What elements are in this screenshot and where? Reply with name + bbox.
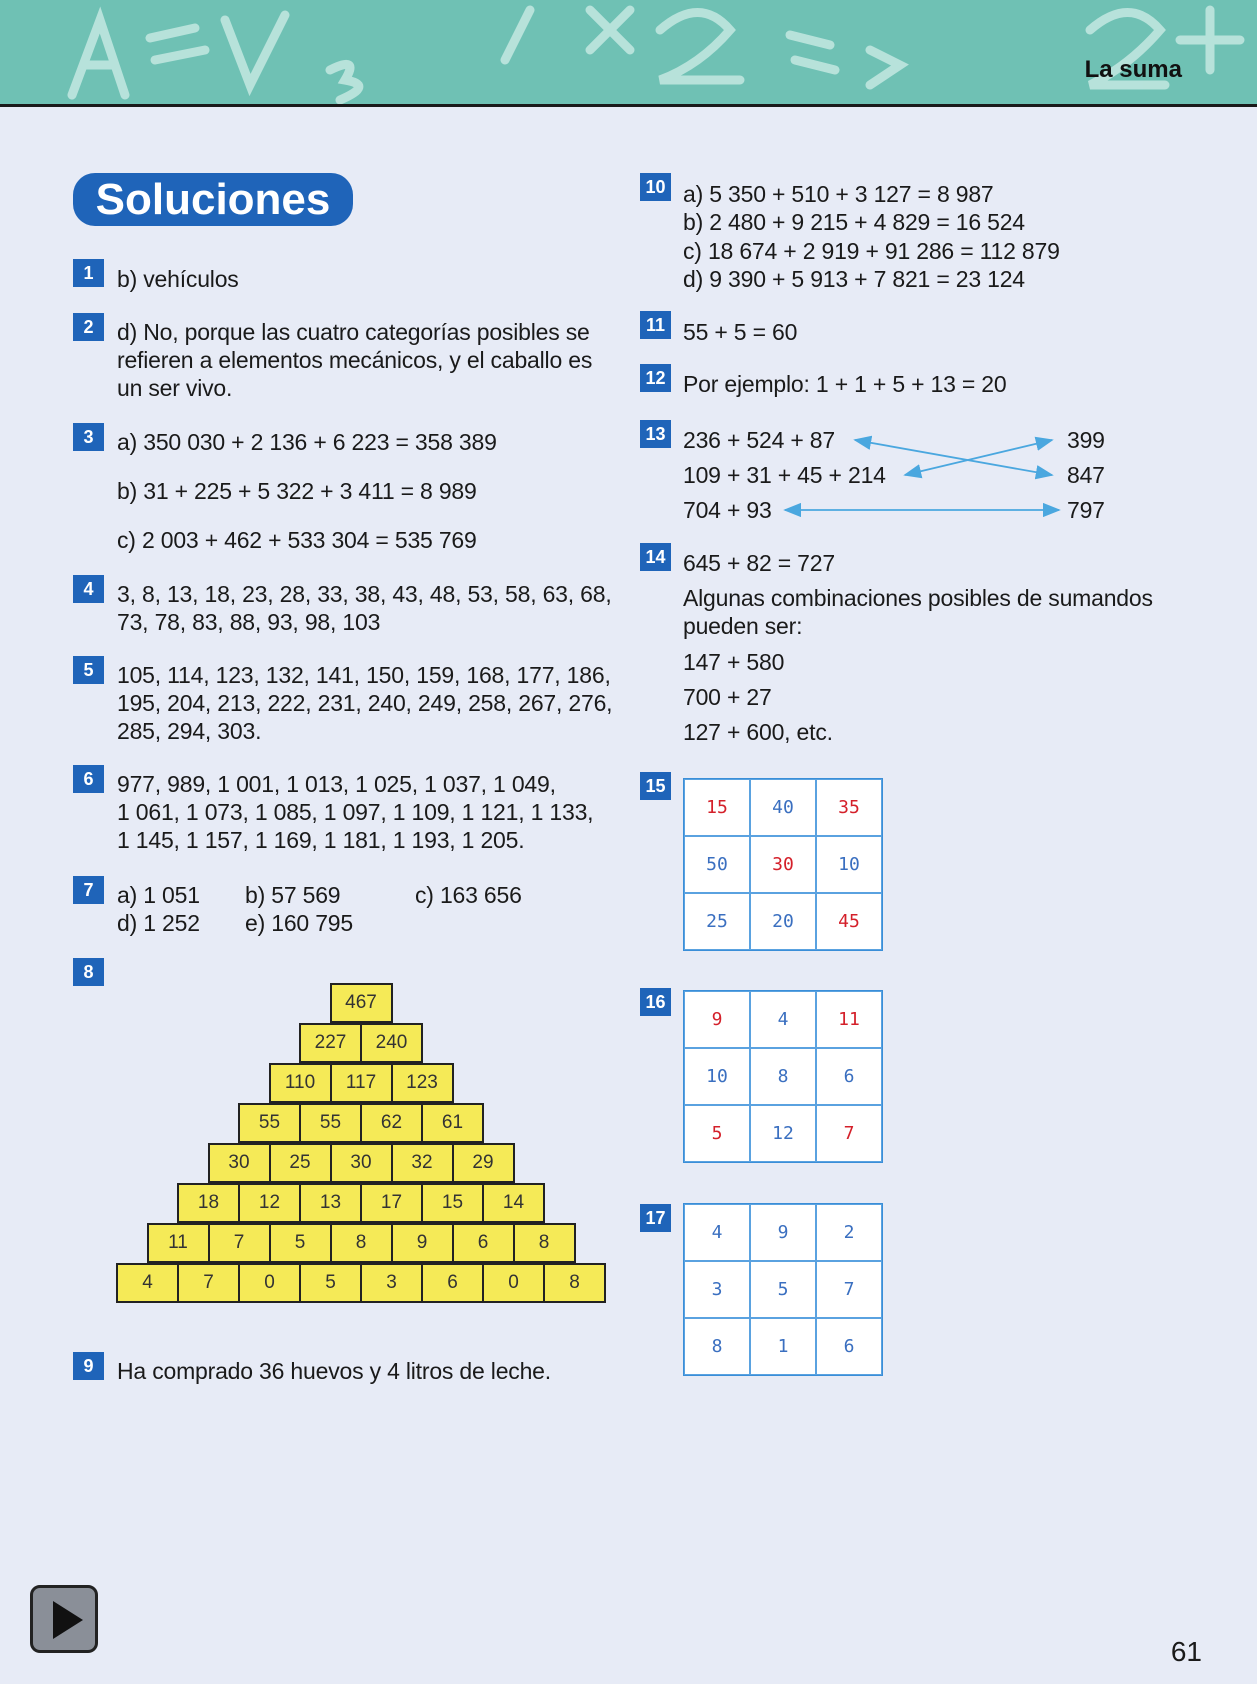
magic-square-cell: 3 [684,1261,750,1318]
header-decoration-numbers [0,0,1257,104]
pyramid-cell: 7 [208,1223,271,1263]
magic-square-16 [683,990,883,1163]
pyramid-cell: 18 [177,1183,240,1223]
item-3-line: b) 31 + 225 + 5 322 + 3 411 = 8 989 [117,478,477,504]
item-14-line: 147 + 580 [683,649,785,675]
magic-square-cell: 1 [750,1318,816,1375]
page-number: 61 [1170,1636,1202,1667]
magic-square-cell: 4 [750,991,816,1048]
pyramid-cell: 55 [299,1103,362,1143]
pyramid-cell: 5 [269,1223,332,1263]
item-14-line: pueden ser: [683,613,803,639]
magic-square-cell: 9 [750,1204,816,1261]
item-number: 6 [73,765,104,793]
pyramid-cell: 11 [147,1223,210,1263]
item-14-line: 645 + 82 = 727 [683,550,835,576]
item-number: 11 [640,311,671,339]
item-2-line: refieren a elementos mecánicos, y el caballo es [117,347,593,373]
pyramid-cell: 4 [116,1263,179,1303]
item-6-line: 1 061, 1 073, 1 085, 1 097, 1 109, 1 121, 1 133, [117,799,594,825]
magic-square-cell: 11 [816,991,882,1048]
section-title: Soluciones [73,173,353,226]
pyramid-cell: 0 [238,1263,301,1303]
pyramid-cell: 3 [360,1263,423,1303]
item-number: 14 [640,543,671,571]
play-button[interactable] [30,1585,98,1653]
item-14-line: 700 + 27 [683,684,772,710]
pyramid-cell: 15 [421,1183,484,1223]
item-11-text: 55 + 5 = 60 [683,319,798,345]
item-3-line: a) 350 030 + 2 136 + 6 223 = 358 389 [117,429,497,455]
magic-square-cell: 6 [816,1318,882,1375]
item-number: 2 [73,313,104,341]
pyramid-cell: 8 [513,1223,576,1263]
magic-square-cell: 20 [750,893,816,950]
item-number: 10 [640,173,671,201]
item-7-answer: a) 1 051 [117,882,200,908]
item-5-line: 195, 204, 213, 222, 231, 240, 249, 258, 267, 276, [117,690,613,716]
magic-square-cell: 2 [816,1204,882,1261]
pyramid-cell: 62 [360,1103,423,1143]
header-title: La suma [1084,56,1182,83]
item-6-line: 1 145, 1 157, 1 169, 1 181, 1 193, 1 205. [117,827,525,853]
item-7-answer: b) 57 569 [245,882,341,908]
item-14-line: Algunas combinaciones posibles de sumandos [683,585,1153,611]
magic-square-cell: 6 [816,1048,882,1105]
item-4-line: 3, 8, 13, 18, 23, 28, 33, 38, 43, 48, 53, 58, 63, 68, [117,581,612,607]
item-number: 8 [73,958,104,986]
pyramid-cell: 7 [177,1263,240,1303]
item-1-text: b) vehículos [117,266,239,292]
item-number: 13 [640,420,671,448]
pyramid-cell: 25 [269,1143,332,1183]
pyramid-cell: 32 [391,1143,454,1183]
magic-square-cell: 5 [750,1261,816,1318]
magic-square-cell: 50 [684,836,750,893]
item-13-matching-arrows [780,425,1070,530]
pyramid-cell: 6 [421,1263,484,1303]
item-10-line: a) 5 350 + 510 + 3 127 = 8 987 [683,181,994,207]
item-13-result: 399 [1067,427,1105,453]
magic-square-cell: 45 [816,893,882,950]
item-13-sum: 704 + 93 [683,497,772,523]
item-number: 5 [73,656,104,684]
magic-square-17 [683,1203,883,1376]
page-header [0,0,1257,107]
magic-square-cell: 4 [684,1204,750,1261]
item-5-line: 285, 294, 303. [117,718,262,744]
pyramid-cell: 227 [299,1023,362,1063]
magic-square-cell: 15 [684,779,750,836]
item-number: 17 [640,1204,671,1232]
magic-square-cell: 7 [816,1261,882,1318]
item-number: 12 [640,364,671,392]
magic-square-cell: 12 [750,1105,816,1162]
pyramid-cell: 12 [238,1183,301,1223]
magic-square-cell: 8 [684,1318,750,1375]
item-number: 3 [73,423,104,451]
pyramid-cell: 8 [330,1223,393,1263]
pyramid-cell: 17 [360,1183,423,1223]
magic-square-15 [683,778,883,951]
item-number: 4 [73,575,104,603]
item-2-line: un ser vivo. [117,375,233,401]
item-13-sum: 109 + 31 + 45 + 214 [683,462,886,488]
item-10-line: b) 2 480 + 9 215 + 4 829 = 16 524 [683,209,1025,235]
pyramid-cell: 5 [299,1263,362,1303]
item-6-line: 977, 989, 1 001, 1 013, 1 025, 1 037, 1 049, [117,771,556,797]
item-12-text: Por ejemplo: 1 + 1 + 5 + 13 = 20 [683,371,1007,397]
pyramid-cell: 123 [391,1063,454,1103]
pyramid-cell: 467 [330,983,393,1023]
item-7-answer: c) 163 656 [415,882,522,908]
magic-square-cell: 35 [816,779,882,836]
item-3-line: c) 2 003 + 462 + 533 304 = 535 769 [117,527,477,553]
magic-square-cell: 30 [750,836,816,893]
item-5-line: 105, 114, 123, 132, 141, 150, 159, 168, 177, 186, [117,662,611,688]
magic-square-cell: 25 [684,893,750,950]
pyramid-cell: 0 [482,1263,545,1303]
item-13-sum: 236 + 524 + 87 [683,427,835,453]
item-10-line: d) 9 390 + 5 913 + 7 821 = 23 124 [683,266,1025,292]
magic-square-cell: 10 [684,1048,750,1105]
pyramid-cell: 240 [360,1023,423,1063]
pyramid-cell: 110 [269,1063,332,1103]
item-2-line: d) No, porque las cuatro categorías posibles se [117,319,590,345]
item-13-result: 847 [1067,462,1105,488]
magic-square-cell: 9 [684,991,750,1048]
pyramid-cell: 6 [452,1223,515,1263]
magic-square-cell: 7 [816,1105,882,1162]
item-4-line: 73, 78, 83, 88, 93, 98, 103 [117,609,381,635]
pyramid-cell: 117 [330,1063,393,1103]
item-number: 7 [73,876,104,904]
item-14-line: 127 + 600, etc. [683,719,833,745]
item-number: 1 [73,259,104,287]
item-7-answer: e) 160 795 [245,910,353,936]
pyramid-cell: 29 [452,1143,515,1183]
magic-square-cell: 8 [750,1048,816,1105]
magic-square-cell: 10 [816,836,882,893]
item-number: 16 [640,988,671,1016]
item-10-line: c) 18 674 + 2 919 + 91 286 = 112 879 [683,238,1060,264]
magic-square-cell: 40 [750,779,816,836]
pyramid-cell: 9 [391,1223,454,1263]
item-7-answer: d) 1 252 [117,910,200,936]
item-9-text: Ha comprado 36 huevos y 4 litros de leche. [117,1358,551,1384]
item-13-result: 797 [1067,497,1105,523]
item-number: 9 [73,1352,104,1380]
magic-square-cell: 5 [684,1105,750,1162]
pyramid-cell: 55 [238,1103,301,1143]
pyramid-cell: 61 [421,1103,484,1143]
pyramid-cell: 13 [299,1183,362,1223]
pyramid-cell: 30 [208,1143,271,1183]
pyramid-cell: 8 [543,1263,606,1303]
pyramid-cell: 14 [482,1183,545,1223]
item-number: 15 [640,772,671,800]
pyramid-cell: 30 [330,1143,393,1183]
